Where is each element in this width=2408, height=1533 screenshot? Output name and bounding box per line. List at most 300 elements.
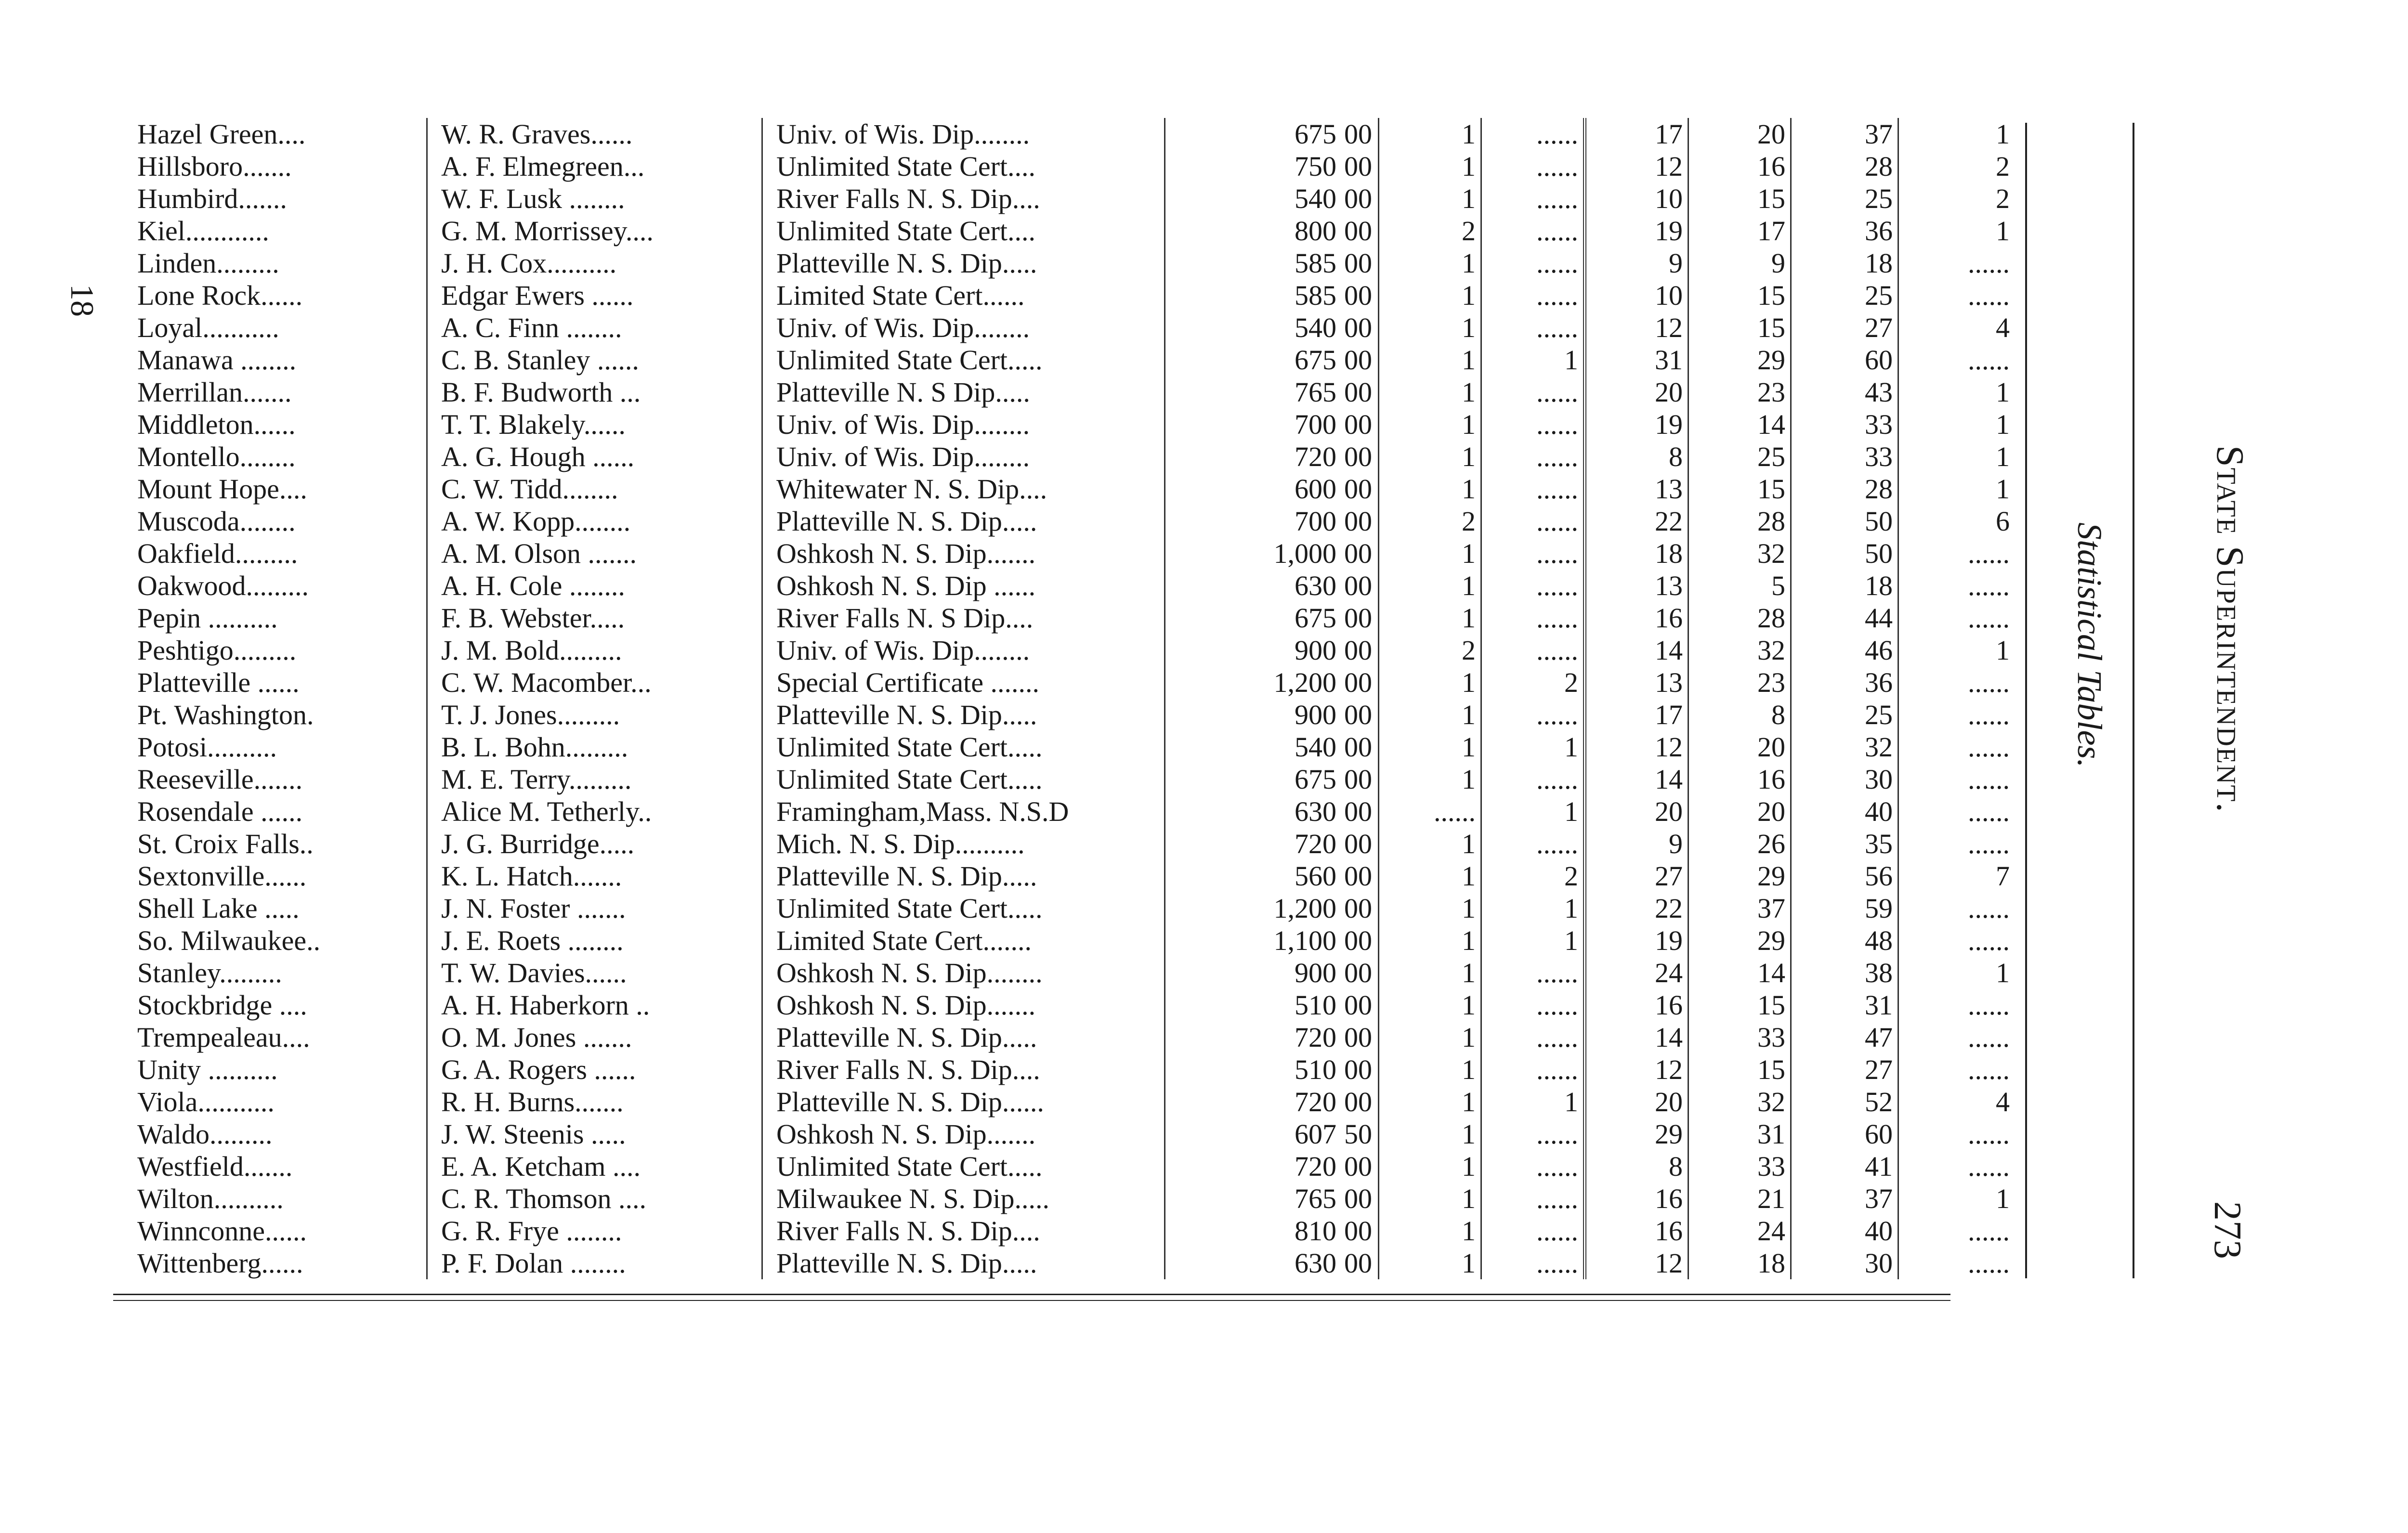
certificate-cell: Oshkosh N. S. Dip ...... [762, 570, 1165, 602]
town-cell: Hazel Green.... [116, 118, 427, 150]
salary-dollars-cell: 810 [1295, 1215, 1336, 1247]
principal-name-cell: C. R. Thomson .... [427, 1182, 762, 1215]
count-col-3-cell: 8 [1585, 1150, 1688, 1182]
count-col-3-cell: 17 [1585, 699, 1688, 731]
salary-dollars-cell: 630 [1295, 1247, 1336, 1279]
table-row [116, 892, 2015, 924]
salary-dollars-cell: 630 [1295, 796, 1336, 827]
table-row [116, 602, 2015, 634]
count-col-5-cell: 60 [1791, 1118, 1898, 1150]
principal-name-cell: Alice M. Tetherly.. [427, 795, 762, 828]
section-caption: Statistical Tables. [2070, 522, 2109, 768]
certificate-cell: Oshkosh N. S. Dip....... [762, 989, 1165, 1021]
table-row [116, 537, 2015, 570]
count-col-2-cell: ...... [1481, 1053, 1585, 1086]
salary-cents-cell: 00 [1341, 537, 1379, 570]
salary-dollars-cell: 675 [1295, 602, 1336, 634]
count-col-3-cell: 19 [1585, 215, 1688, 247]
count-col-4-cell: 23 [1688, 666, 1791, 699]
table-row [116, 247, 2015, 279]
salary-dollars-cell: 720 [1295, 828, 1336, 859]
salary-cents-cell: 00 [1341, 763, 1379, 795]
salary-cents-cell: 00 [1341, 247, 1379, 279]
salary-cents-cell: 00 [1341, 860, 1379, 892]
salary-cents-cell: 00 [1341, 150, 1379, 182]
town-cell: Hillsboro....... [116, 150, 427, 182]
salary-cents-cell: 00 [1341, 344, 1379, 376]
count-col-4-cell: 15 [1688, 182, 1791, 215]
count-col-6-cell: 2 [1996, 151, 2010, 182]
count-col-3-cell: 10 [1585, 279, 1688, 312]
count-col-1-cell: 1 [1379, 924, 1481, 957]
count-col-5-cell: 37 [1791, 118, 1898, 150]
count-col-5-cell: 30 [1791, 1247, 1898, 1279]
count-col-6-cell: 1 [1996, 118, 2010, 150]
certificate-cell: Univ. of Wis. Dip........ [762, 634, 1165, 666]
principal-name-cell: B. L. Bohn......... [427, 731, 762, 763]
salary-cents-cell: 00 [1341, 215, 1379, 247]
count-col-5-cell: 31 [1791, 989, 1898, 1021]
certificate-cell: Platteville N. S. Dip..... [762, 505, 1165, 537]
count-col-5-cell: 32 [1791, 731, 1898, 763]
table-row [116, 1053, 2015, 1086]
count-col-4-cell: 37 [1688, 892, 1791, 924]
count-col-6-cell: 6 [1996, 506, 2010, 537]
count-col-1-cell: 2 [1379, 215, 1481, 247]
certificate-cell: River Falls N. S. Dip.... [762, 182, 1165, 215]
count-col-3-cell: 14 [1585, 1021, 1688, 1053]
count-col-4-cell: 21 [1688, 1182, 1791, 1215]
salary-cents-cell: 00 [1341, 828, 1379, 860]
count-col-1-cell: 1 [1379, 989, 1481, 1021]
count-col-1-cell: 2 [1379, 634, 1481, 666]
count-col-1-cell: 1 [1379, 182, 1481, 215]
count-col-4-cell: 32 [1688, 537, 1791, 570]
certificate-cell: Platteville N. S. Dip..... [762, 699, 1165, 731]
certificate-cell: Univ. of Wis. Dip........ [762, 441, 1165, 473]
principal-name-cell: B. F. Budworth ... [427, 376, 762, 408]
certificate-cell: Limited State Cert...... [762, 279, 1165, 312]
count-col-4-cell: 18 [1688, 1247, 1791, 1279]
salary-dollars-cell: 720 [1295, 1151, 1336, 1182]
count-col-2-cell: ...... [1481, 1247, 1585, 1279]
count-col-2-cell: ...... [1481, 602, 1585, 634]
count-col-4-cell: 5 [1688, 570, 1791, 602]
outer-frame-line-left [2025, 123, 2027, 1278]
count-col-1-cell: 1 [1379, 828, 1481, 860]
count-col-6-cell: ...... [1968, 538, 2010, 569]
count-col-5-cell: 28 [1791, 473, 1898, 505]
salary-cents-cell: 00 [1341, 1182, 1379, 1215]
certificate-cell: Univ. of Wis. Dip........ [762, 118, 1165, 150]
salary-cents-cell: 00 [1341, 892, 1379, 924]
count-col-1-cell: 1 [1379, 1086, 1481, 1118]
principal-name-cell: A. H. Cole ........ [427, 570, 762, 602]
salary-cents-cell: 00 [1341, 1215, 1379, 1247]
salary-dollars-cell: 560 [1295, 860, 1336, 892]
salary-cents-cell: 00 [1341, 1053, 1379, 1086]
count-col-3-cell: 14 [1585, 634, 1688, 666]
table-row [116, 118, 2015, 150]
count-col-4-cell: 32 [1688, 634, 1791, 666]
count-col-5-cell: 18 [1791, 570, 1898, 602]
count-col-3-cell: 8 [1585, 441, 1688, 473]
principal-name-cell: E. A. Ketcham .... [427, 1150, 762, 1182]
count-col-6-cell: ...... [1968, 247, 2010, 279]
count-col-3-cell: 12 [1585, 1053, 1688, 1086]
salary-dollars-cell: 510 [1295, 1054, 1336, 1085]
count-col-5-cell: 41 [1791, 1150, 1898, 1182]
count-col-5-cell: 25 [1791, 279, 1898, 312]
table-row [116, 957, 2015, 989]
salary-dollars-cell: 540 [1295, 312, 1336, 343]
principal-name-cell: J. E. Roets ........ [427, 924, 762, 957]
count-col-1-cell: 1 [1379, 602, 1481, 634]
count-col-6-cell: ...... [1968, 989, 2010, 1021]
count-col-4-cell: 24 [1688, 1215, 1791, 1247]
salary-dollars-cell: 1,200 [1273, 893, 1336, 924]
count-col-5-cell: 25 [1791, 182, 1898, 215]
count-col-6-cell: ...... [1968, 1247, 2010, 1279]
certificate-cell: Framingham,Mass. N.S.D [762, 795, 1165, 828]
town-cell: Sextonville...... [116, 860, 427, 892]
count-col-2-cell: ...... [1481, 699, 1585, 731]
salary-cents-cell: 00 [1341, 666, 1379, 699]
salary-cents-cell: 00 [1341, 441, 1379, 473]
count-col-1-cell: 1 [1379, 473, 1481, 505]
certificate-cell: Special Certificate ....... [762, 666, 1165, 699]
table-bottom-rule [113, 1294, 1950, 1295]
principal-name-cell: G. M. Morrissey.... [427, 215, 762, 247]
town-cell: Viola........... [116, 1086, 427, 1118]
certificate-cell: Unlimited State Cert..... [762, 763, 1165, 795]
certificate-cell: River Falls N. S. Dip.... [762, 1215, 1165, 1247]
town-cell: St. Croix Falls.. [116, 828, 427, 860]
count-col-1-cell: 1 [1379, 376, 1481, 408]
principal-name-cell: A. W. Kopp........ [427, 505, 762, 537]
table-bottom-rule-second [113, 1300, 1950, 1301]
salary-dollars-cell: 720 [1295, 1086, 1336, 1117]
principal-name-cell: C. W. Tidd........ [427, 473, 762, 505]
salary-cents-cell: 50 [1341, 1118, 1379, 1150]
count-col-1-cell: ...... [1379, 795, 1481, 828]
salary-dollars-cell: 1,100 [1273, 925, 1336, 956]
count-col-1-cell: 1 [1379, 1053, 1481, 1086]
count-col-2-cell: ...... [1481, 570, 1585, 602]
salary-cents-cell: 00 [1341, 1150, 1379, 1182]
count-col-4-cell: 32 [1688, 1086, 1791, 1118]
town-cell: So. Milwaukee.. [116, 924, 427, 957]
count-col-1-cell: 1 [1379, 570, 1481, 602]
salary-dollars-cell: 765 [1295, 1183, 1336, 1214]
salary-dollars-cell: 630 [1295, 570, 1336, 601]
certificate-cell: Unlimited State Cert.... [762, 215, 1165, 247]
count-col-2-cell: 2 [1481, 860, 1585, 892]
count-col-6-cell: ...... [1968, 893, 2010, 924]
count-col-5-cell: 38 [1791, 957, 1898, 989]
count-col-4-cell: 25 [1688, 441, 1791, 473]
certificate-cell: Unlimited State Cert.... [762, 150, 1165, 182]
salary-dollars-cell: 900 [1295, 699, 1336, 730]
table-body [116, 118, 2015, 1279]
count-col-6-cell: ...... [1968, 925, 2010, 956]
count-col-3-cell: 16 [1585, 989, 1688, 1021]
count-col-2-cell: ...... [1481, 1182, 1585, 1215]
count-col-4-cell: 15 [1688, 989, 1791, 1021]
salary-dollars-cell: 675 [1295, 118, 1336, 150]
count-col-1-cell: 1 [1379, 666, 1481, 699]
count-col-6-cell: 1 [1996, 215, 2010, 247]
table-row [116, 376, 2015, 408]
count-col-4-cell: 28 [1688, 505, 1791, 537]
count-col-6-cell: ...... [1968, 1022, 2010, 1053]
count-col-2-cell: ...... [1481, 247, 1585, 279]
salary-dollars-cell: 510 [1295, 989, 1336, 1021]
table-row [116, 1086, 2015, 1118]
town-cell: Wittenberg...... [116, 1247, 427, 1279]
principal-name-cell: A. G. Hough ...... [427, 441, 762, 473]
running-head-title: State Superintendent. [2209, 445, 2251, 813]
count-col-1-cell: 1 [1379, 118, 1481, 150]
count-col-5-cell: 56 [1791, 860, 1898, 892]
salary-dollars-cell: 765 [1295, 377, 1336, 408]
count-col-5-cell: 33 [1791, 441, 1898, 473]
salary-cents-cell: 00 [1341, 376, 1379, 408]
table-row [116, 666, 2015, 699]
count-col-3-cell: 20 [1585, 1086, 1688, 1118]
count-col-2-cell: ...... [1481, 312, 1585, 344]
town-cell: Waldo......... [116, 1118, 427, 1150]
count-col-6-cell: ...... [1968, 1215, 2010, 1247]
table-row [116, 1247, 2015, 1279]
certificate-cell: Platteville N. S Dip..... [762, 376, 1165, 408]
count-col-2-cell: 1 [1481, 731, 1585, 763]
count-col-5-cell: 27 [1791, 312, 1898, 344]
certificate-cell: Platteville N. S. Dip...... [762, 1086, 1165, 1118]
count-col-1-cell: 2 [1379, 505, 1481, 537]
certificate-cell: Unlimited State Cert..... [762, 731, 1165, 763]
principal-name-cell: P. F. Dolan ........ [427, 1247, 762, 1279]
salary-cents-cell: 00 [1341, 473, 1379, 505]
principal-name-cell: F. B. Webster..... [427, 602, 762, 634]
certificate-cell: Milwaukee N. S. Dip..... [762, 1182, 1165, 1215]
table-row [116, 182, 2015, 215]
count-col-3-cell: 12 [1585, 150, 1688, 182]
count-col-1-cell: 1 [1379, 957, 1481, 989]
table-row [116, 924, 2015, 957]
certificate-cell: Whitewater N. S. Dip.... [762, 473, 1165, 505]
principal-name-cell: W. R. Graves...... [427, 118, 762, 150]
town-cell: Shell Lake ..... [116, 892, 427, 924]
table-row [116, 473, 2015, 505]
principal-name-cell: K. L. Hatch....... [427, 860, 762, 892]
town-cell: Merrillan....... [116, 376, 427, 408]
count-col-4-cell: 33 [1688, 1150, 1791, 1182]
count-col-1-cell: 1 [1379, 699, 1481, 731]
count-col-6-cell: 4 [1996, 312, 2010, 343]
count-col-5-cell: 40 [1791, 795, 1898, 828]
salary-dollars-cell: 1,000 [1273, 538, 1336, 569]
salary-cents-cell: 00 [1341, 505, 1379, 537]
town-cell: Mount Hope.... [116, 473, 427, 505]
count-col-3-cell: 12 [1585, 312, 1688, 344]
table-row [116, 860, 2015, 892]
count-col-1-cell: 1 [1379, 860, 1481, 892]
count-col-2-cell: ...... [1481, 828, 1585, 860]
count-col-2-cell: ...... [1481, 763, 1585, 795]
count-col-6-cell: ...... [1968, 1118, 2010, 1150]
count-col-1-cell: 1 [1379, 1215, 1481, 1247]
count-col-3-cell: 12 [1585, 731, 1688, 763]
count-col-5-cell: 59 [1791, 892, 1898, 924]
certificate-cell: Oshkosh N. S. Dip....... [762, 1118, 1165, 1150]
count-col-4-cell: 33 [1688, 1021, 1791, 1053]
certificate-cell: Unlimited State Cert..... [762, 1150, 1165, 1182]
count-col-1-cell: 1 [1379, 1150, 1481, 1182]
table-row [116, 312, 2015, 344]
count-col-5-cell: 27 [1791, 1053, 1898, 1086]
salary-cents-cell: 00 [1341, 795, 1379, 828]
town-cell: Manawa ........ [116, 344, 427, 376]
margin-page-number: 18 [64, 284, 101, 317]
count-col-3-cell: 13 [1585, 666, 1688, 699]
count-col-3-cell: 20 [1585, 376, 1688, 408]
salary-dollars-cell: 800 [1295, 215, 1336, 247]
count-col-1-cell: 1 [1379, 537, 1481, 570]
salary-cents-cell: 00 [1341, 182, 1379, 215]
count-col-5-cell: 50 [1791, 537, 1898, 570]
salary-dollars-cell: 750 [1295, 151, 1336, 182]
count-col-5-cell: 35 [1791, 828, 1898, 860]
town-cell: Unity .......... [116, 1053, 427, 1086]
certificate-cell: Univ. of Wis. Dip........ [762, 408, 1165, 441]
count-col-5-cell: 48 [1791, 924, 1898, 957]
count-col-3-cell: 10 [1585, 182, 1688, 215]
salary-cents-cell: 00 [1341, 408, 1379, 441]
count-col-4-cell: 8 [1688, 699, 1791, 731]
principal-name-cell: T. W. Davies...... [427, 957, 762, 989]
count-col-1-cell: 1 [1379, 344, 1481, 376]
town-cell: Westfield....... [116, 1150, 427, 1182]
count-col-1-cell: 1 [1379, 731, 1481, 763]
count-col-5-cell: 46 [1791, 634, 1898, 666]
count-col-6-cell: ...... [1968, 570, 2010, 601]
count-col-4-cell: 20 [1688, 795, 1791, 828]
count-col-1-cell: 1 [1379, 892, 1481, 924]
salary-cents-cell: 00 [1341, 989, 1379, 1021]
count-col-5-cell: 60 [1791, 344, 1898, 376]
town-cell: Stockbridge .... [116, 989, 427, 1021]
certificate-cell: Unlimited State Cert..... [762, 892, 1165, 924]
salary-cents-cell: 00 [1341, 924, 1379, 957]
salary-dollars-cell: 700 [1295, 506, 1336, 537]
table-row [116, 989, 2015, 1021]
certificate-cell: Platteville N. S. Dip..... [762, 247, 1165, 279]
count-col-6-cell: ...... [1968, 1054, 2010, 1085]
principal-name-cell: W. F. Lusk ........ [427, 182, 762, 215]
table-row [116, 505, 2015, 537]
salary-dollars-cell: 585 [1295, 247, 1336, 279]
count-col-3-cell: 13 [1585, 473, 1688, 505]
count-col-4-cell: 31 [1688, 1118, 1791, 1150]
count-col-4-cell: 15 [1688, 312, 1791, 344]
count-col-6-cell: ...... [1968, 828, 2010, 859]
count-col-2-cell: ...... [1481, 634, 1585, 666]
principal-name-cell: J. M. Bold......... [427, 634, 762, 666]
table-row [116, 763, 2015, 795]
town-cell: Wilton.......... [116, 1182, 427, 1215]
salary-cents-cell: 00 [1341, 312, 1379, 344]
town-cell: Platteville ...... [116, 666, 427, 699]
count-col-2-cell: ...... [1481, 150, 1585, 182]
count-col-6-cell: ...... [1968, 280, 2010, 311]
count-col-2-cell: ...... [1481, 1215, 1585, 1247]
outer-frame-line-right [2133, 123, 2134, 1278]
salary-dollars-cell: 900 [1295, 635, 1336, 666]
count-col-4-cell: 15 [1688, 279, 1791, 312]
count-col-3-cell: 27 [1585, 860, 1688, 892]
count-col-3-cell: 16 [1585, 1215, 1688, 1247]
salary-dollars-cell: 700 [1295, 409, 1336, 440]
certificate-cell: River Falls N. S Dip.... [762, 602, 1165, 634]
town-cell: Winnconne...... [116, 1215, 427, 1247]
count-col-3-cell: 13 [1585, 570, 1688, 602]
count-col-5-cell: 18 [1791, 247, 1898, 279]
count-col-2-cell: ...... [1481, 182, 1585, 215]
count-col-1-cell: 1 [1379, 247, 1481, 279]
town-cell: Muscoda........ [116, 505, 427, 537]
town-cell: Oakwood......... [116, 570, 427, 602]
count-col-1-cell: 1 [1379, 763, 1481, 795]
count-col-1-cell: 1 [1379, 1118, 1481, 1150]
count-col-6-cell: 2 [1996, 183, 2010, 214]
count-col-5-cell: 47 [1791, 1021, 1898, 1053]
count-col-4-cell: 29 [1688, 924, 1791, 957]
town-cell: Middleton...... [116, 408, 427, 441]
town-cell: Oakfield......... [116, 537, 427, 570]
count-col-5-cell: 37 [1791, 1182, 1898, 1215]
count-col-4-cell: 16 [1688, 763, 1791, 795]
town-cell: Pepin .......... [116, 602, 427, 634]
count-col-3-cell: 9 [1585, 247, 1688, 279]
count-col-3-cell: 20 [1585, 795, 1688, 828]
count-col-6-cell: ...... [1968, 1151, 2010, 1182]
count-col-6-cell: ...... [1968, 796, 2010, 827]
town-cell: Humbird....... [116, 182, 427, 215]
salary-dollars-cell: 540 [1295, 731, 1336, 763]
salary-dollars-cell: 675 [1295, 344, 1336, 376]
count-col-6-cell: 1 [1996, 377, 2010, 408]
count-col-3-cell: 18 [1585, 537, 1688, 570]
principal-name-cell: A. F. Elmegreen... [427, 150, 762, 182]
certificate-cell: Oshkosh N. S. Dip........ [762, 957, 1165, 989]
town-cell: Stanley......... [116, 957, 427, 989]
count-col-5-cell: 30 [1791, 763, 1898, 795]
table-row [116, 408, 2015, 441]
count-col-5-cell: 50 [1791, 505, 1898, 537]
table-row [116, 1182, 2015, 1215]
count-col-3-cell: 14 [1585, 763, 1688, 795]
count-col-2-cell: 1 [1481, 795, 1585, 828]
count-col-2-cell: ...... [1481, 989, 1585, 1021]
count-col-5-cell: 52 [1791, 1086, 1898, 1118]
salary-cents-cell: 00 [1341, 634, 1379, 666]
count-col-2-cell: 1 [1481, 344, 1585, 376]
count-col-6-cell: 1 [1996, 635, 2010, 666]
count-col-4-cell: 9 [1688, 247, 1791, 279]
table-row [116, 795, 2015, 828]
count-col-2-cell: 2 [1481, 666, 1585, 699]
